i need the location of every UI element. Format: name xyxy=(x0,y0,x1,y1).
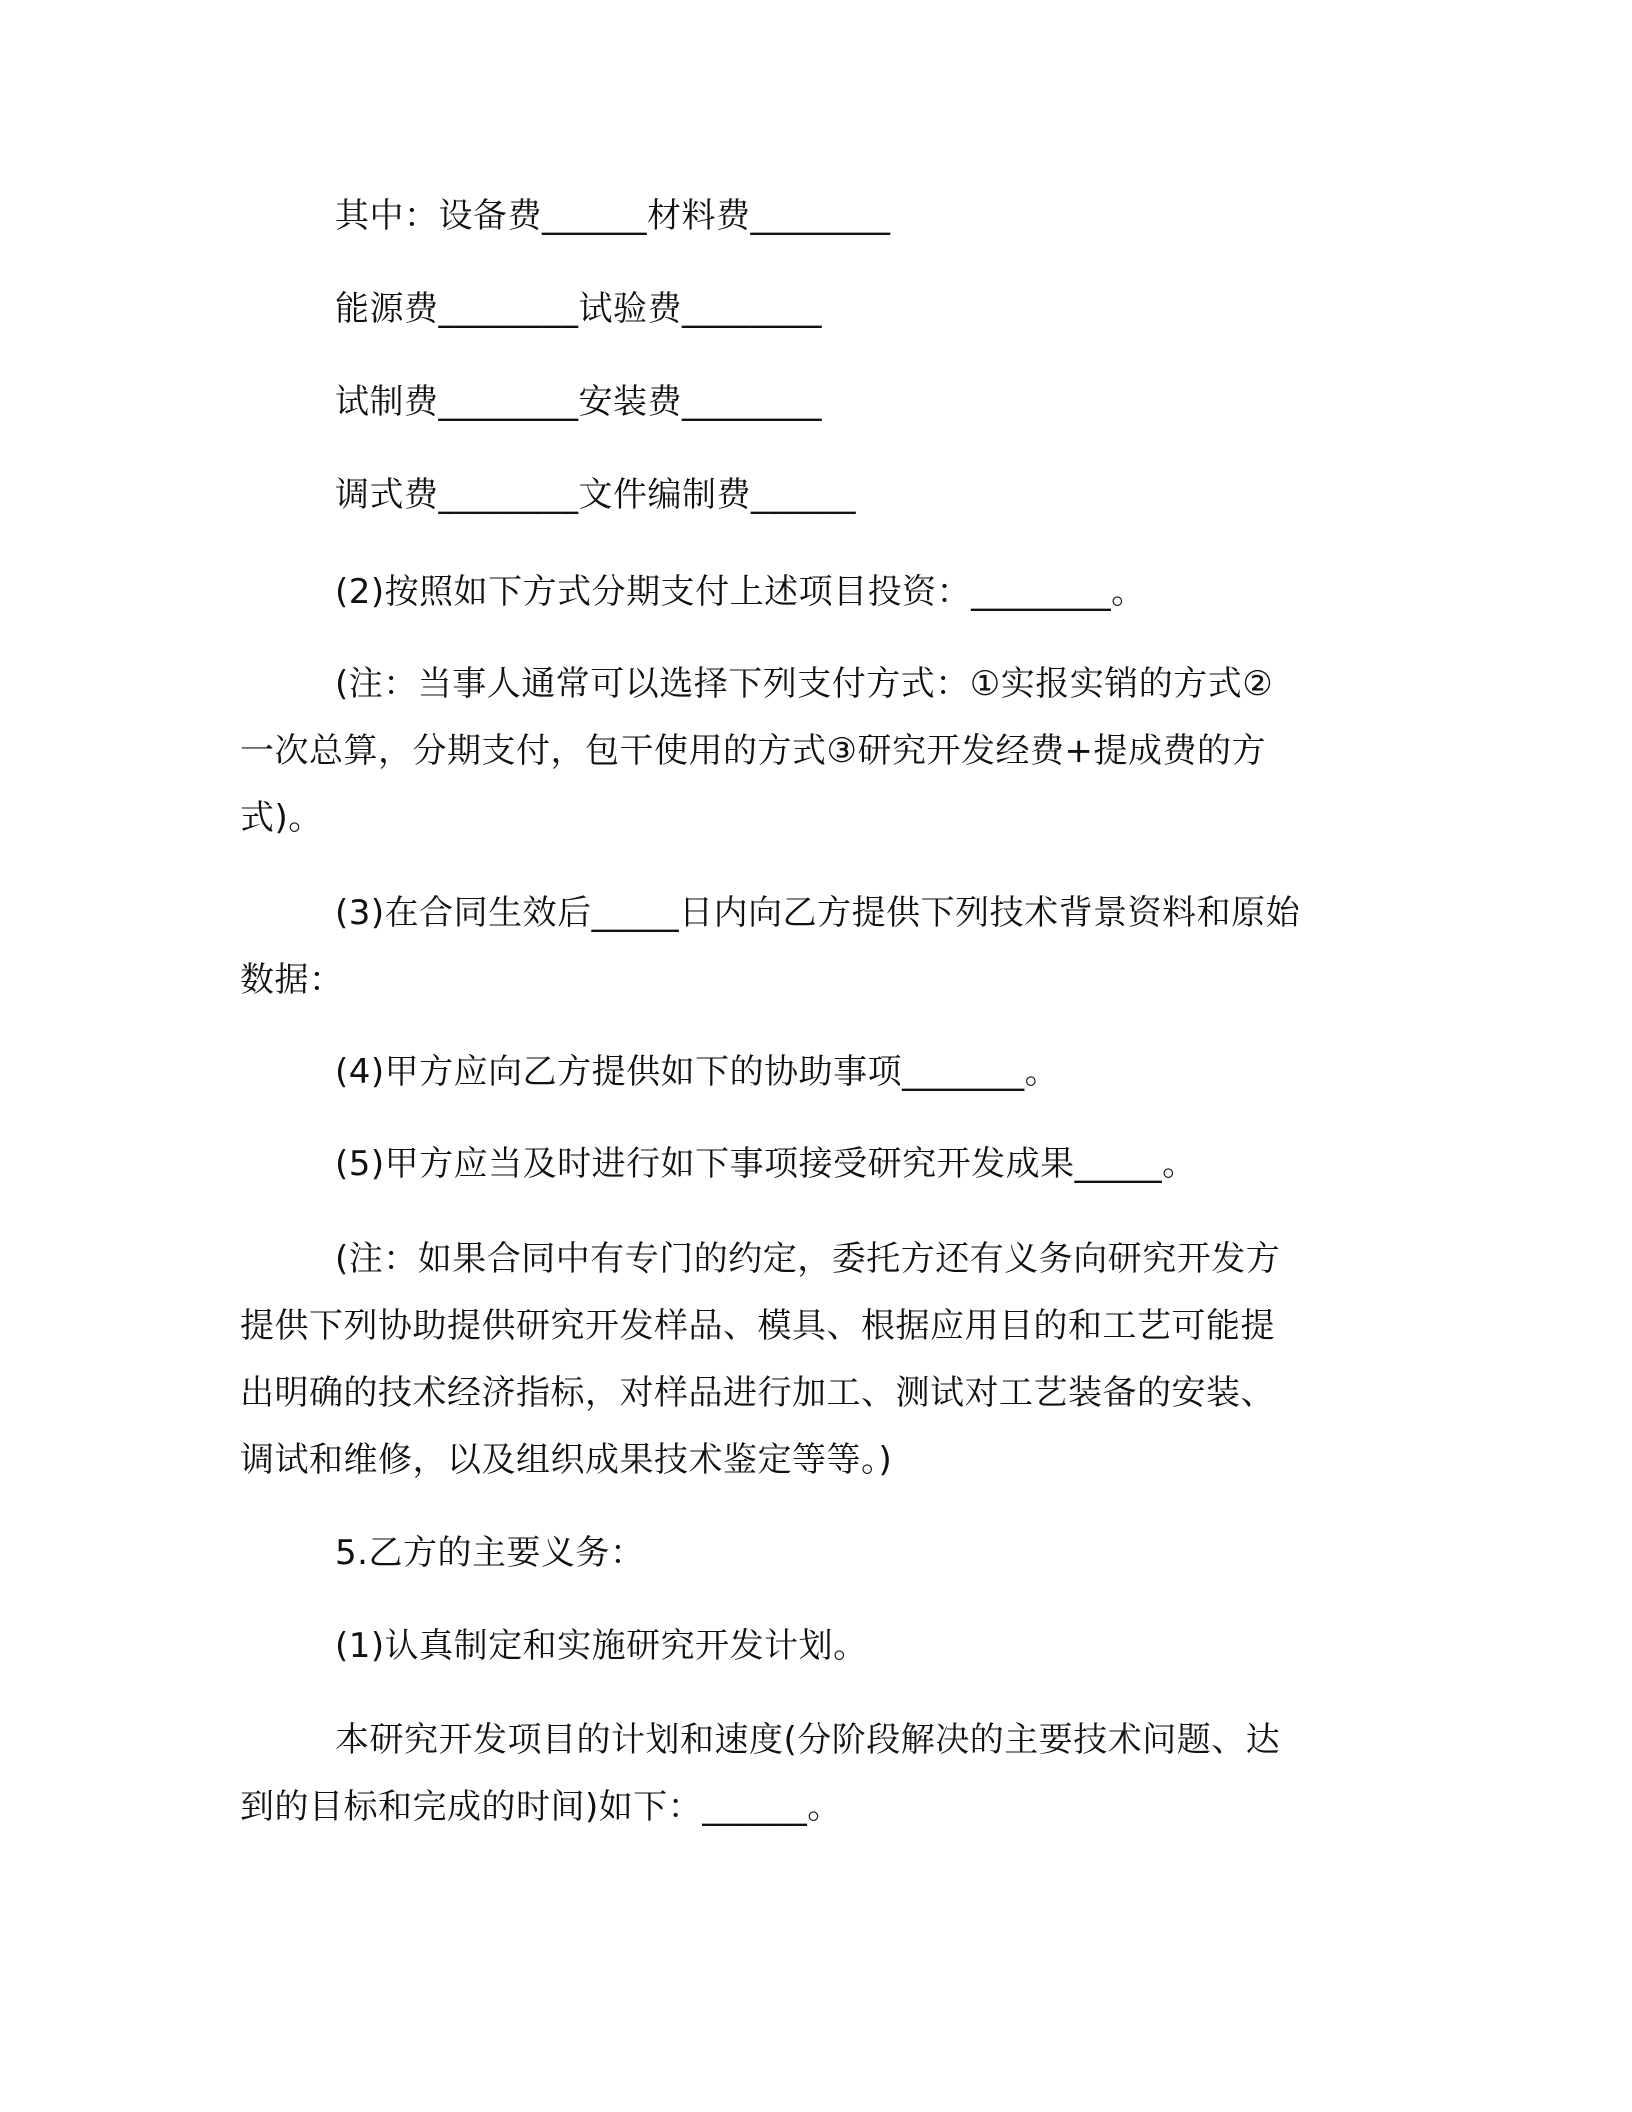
cost-line-trial-installation xyxy=(240,369,1515,436)
text-line: (注：当事人通常可以选择下列支付方式：①实报实销的方式② xyxy=(335,664,1274,704)
clause-5-acceptance xyxy=(240,1131,1515,1198)
clause-1-plan xyxy=(240,1613,1515,1680)
text-line: (5)甲方应当及时进行如下事项接受研究开发成果_____。 xyxy=(335,1144,1197,1184)
text-line: 式)。 xyxy=(240,798,323,838)
text-line: 能源费________试验费________ xyxy=(335,289,822,329)
text-line: 试制费________安装费________ xyxy=(335,382,822,422)
clause-4-assistance xyxy=(240,1039,1515,1106)
text-line: (3)在合同生效后_____日内向乙方提供下列技术背景资料和原始 xyxy=(335,893,1301,933)
text-line: 到的目标和完成的时间)如下：______。 xyxy=(240,1787,842,1827)
cost-line-energy-testing xyxy=(240,276,1515,343)
note-payment-methods xyxy=(240,651,1420,852)
cost-line-equipment-materials xyxy=(240,183,1515,250)
clause-3-background-data xyxy=(240,880,1420,1014)
text-line: (2)按照如下方式分期支付上述项目投资：________。 xyxy=(335,572,1146,612)
plan-schedule-paragraph xyxy=(240,1707,1420,1841)
text-line: 调试和维修，以及组织成果技术鉴定等等。) xyxy=(240,1440,893,1480)
note-special-agreement xyxy=(240,1226,1420,1494)
text-line: 提供下列协助提供研究开发样品、模具、根据应用目的和工艺可能提 xyxy=(240,1306,1275,1346)
section-5-heading xyxy=(240,1520,1515,1587)
text-line: 出明确的技术经济指标，对样品进行加工、测试对工艺装备的安装、 xyxy=(240,1373,1275,1413)
text-line: 调式费________文件编制费______ xyxy=(335,475,856,515)
text-line: 5.乙方的主要义务： xyxy=(335,1533,645,1573)
text-line: 一次总算，分期支付，包干使用的方式③研究开发经费+提成费的方 xyxy=(240,731,1266,771)
text-line: (4)甲方应向乙方提供如下的协助事项_______。 xyxy=(335,1052,1060,1092)
text-line: 本研究开发项目的计划和速度(分阶段解决的主要技术问题、达 xyxy=(335,1720,1281,1760)
cost-line-debug-documents xyxy=(240,462,1515,529)
text-line: 数据： xyxy=(240,960,344,1000)
text-line: 其中：设备费______材料费________ xyxy=(335,196,891,236)
text-line: (注：如果合同中有专门的约定，委托方还有义务向研究开发方 xyxy=(335,1239,1281,1279)
text-line: (1)认真制定和实施研究开发计划。 xyxy=(335,1626,868,1666)
clause-2-payment xyxy=(240,559,1515,626)
